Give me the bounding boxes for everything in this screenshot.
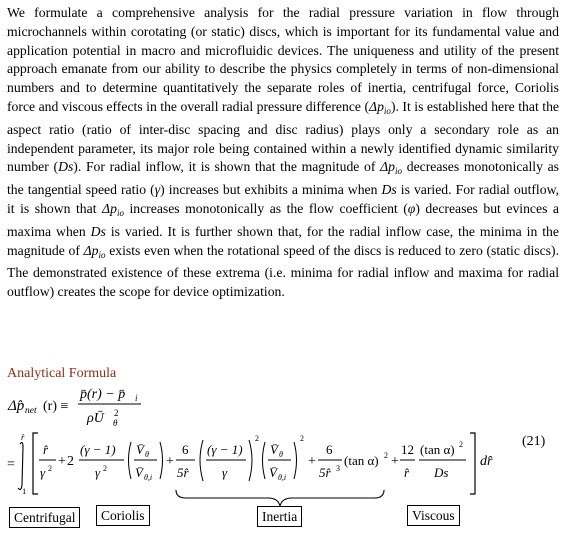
def-denominator-sub: θ — [113, 418, 118, 428]
svg-text:V̄: V̄ — [270, 442, 278, 457]
svg-text:3: 3 — [336, 464, 340, 473]
def-numerator: p̄(r) − p̄ — [80, 387, 126, 402]
svg-text:(tan α): (tan α) — [420, 442, 455, 457]
svg-text:(tan α): (tan α) — [344, 453, 379, 468]
label-inertia: Inertia — [257, 506, 302, 527]
svg-text:12: 12 — [401, 442, 414, 457]
svg-text:2: 2 — [384, 451, 388, 460]
svg-text:γ: γ — [222, 465, 228, 480]
svg-text:Ds: Ds — [434, 465, 449, 480]
eq-lhs-arg: (r) ≡ — [43, 399, 69, 414]
svg-text:θ,i: θ,i — [144, 473, 153, 482]
svg-text:2: 2 — [255, 434, 259, 443]
inertia-brace — [176, 490, 384, 506]
svg-text:V̄: V̄ — [136, 442, 144, 457]
def-denominator: ρŪ — [87, 411, 104, 426]
svg-text:2: 2 — [103, 464, 107, 473]
svg-text:γ: γ — [95, 465, 101, 480]
section-heading: Analytical Formula — [7, 366, 117, 381]
t1-numerator: r̂ — [43, 442, 49, 457]
svg-text:V̄: V̄ — [269, 465, 277, 480]
svg-text:2: 2 — [48, 464, 52, 473]
svg-text:r̂: r̂ — [404, 465, 410, 480]
differential: dr̂ — [480, 454, 493, 469]
label-coriolis: Coriolis — [96, 505, 150, 526]
integral-lower: 1 — [22, 486, 27, 496]
svg-text:2: 2 — [300, 434, 304, 443]
svg-text:θ: θ — [279, 450, 283, 459]
left-bracket — [33, 433, 38, 494]
eq-equals: = — [7, 457, 15, 472]
right-bracket — [470, 433, 475, 494]
integral-upper: r̂ — [21, 432, 25, 442]
svg-text:2: 2 — [67, 454, 74, 469]
def-numerator-sub: i — [135, 393, 138, 403]
eq-lhs-sub: net — [25, 406, 37, 416]
label-viscous: Viscous — [407, 505, 460, 526]
svg-text:6: 6 — [182, 442, 189, 457]
svg-text:+: + — [391, 454, 399, 469]
t1-denominator: γ — [40, 465, 46, 480]
svg-text:5r̂: 5r̂ — [177, 465, 189, 480]
svg-text:θ,i: θ,i — [278, 473, 287, 482]
svg-text:V̄: V̄ — [135, 465, 143, 480]
svg-text:+: + — [166, 454, 174, 469]
svg-text:+: + — [58, 454, 66, 469]
abstract-paragraph: We formulate a comprehensive analysis for the radial pressure variation in flow through microchannels within corotating (or static) discs, which is important for its fundamental value and application potential in macro and microfluidic devices. The uniqueness and utility of the present approach emanate from our ability to describe the physics completely in terms of non-dimensional numbers and to determine quantitatively the separate roles of inertia, centrifugal force, Coriolis force and viscous effects in the overall radial pressure difference $(\Delta p_{io})$. It is established here that the aspect ratio (ratio of inter-disc spacing and disc radius) plays only a secondary role as an independent parameter, its major role being contained within a newly identified dynamic similarity number (Ds). For radial inflow, it is shown that the magnitude of $\Delta p_{io}$ decreases monotonically as the tangential speed ratio (γ) increases but exhibits a minima when Ds is varied. For radial outflow, it is shown that $\Delta p_{io}$ increases monotonically as the flow coefficient (φ) decreases but evinces a maxima when Ds is varied. It is further shown that, for the radial inflow case, the minima in the magnitude of $\Delta p_{io}$ exists even when the rotational speed of the discs is reduced to zero (static discs). The demonstrated existence of these extrema (i.e. minima for radial inflow and maxima for radial outflow) creates the scope for device optimization. — [7, 5, 560, 300]
svg-text:+: + — [308, 454, 316, 469]
eq-lhs: Δp̂ — [8, 398, 25, 414]
svg-text:2: 2 — [459, 440, 463, 449]
svg-text:(γ − 1): (γ − 1) — [207, 442, 243, 457]
def-denominator-sup: 2 — [114, 408, 119, 418]
svg-text:5r̂: 5r̂ — [319, 465, 331, 480]
equation-number: (21) — [522, 434, 546, 449]
svg-text:6: 6 — [326, 442, 333, 457]
svg-text:θ: θ — [145, 450, 149, 459]
label-centrifugal: Centrifugal — [9, 507, 80, 528]
integral-sign — [18, 443, 23, 490]
t2-numerator: (γ − 1) — [80, 442, 116, 457]
